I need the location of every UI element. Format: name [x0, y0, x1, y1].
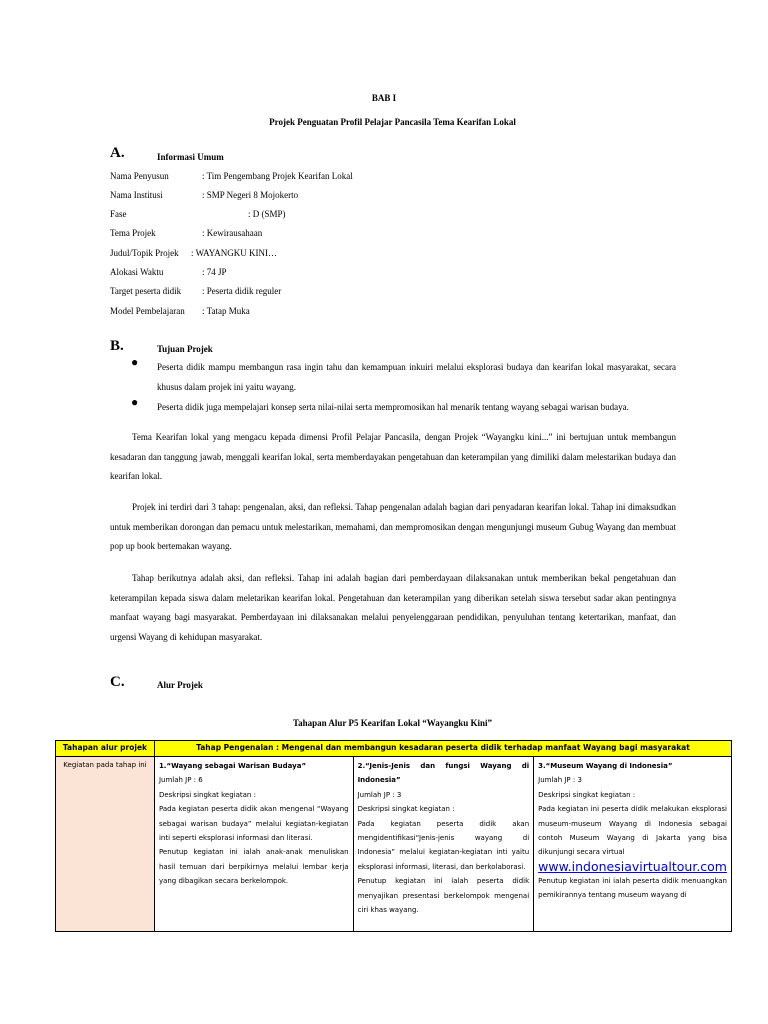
paragraph: Tema Kearifan lokal yang mengacu kepada dimensi Profil Pelajar Pancasila, dengan Projek “Wayangku kini...” ini bertujuan untuk membangun kesadaran dan tanggung jawab, menggali kearifan lokal, serta memberdayakan pengetahuan dan keterampilan yang dimiliki dalam melestarikan budaya dan kearifan lokal. — [110, 432, 676, 481]
activity-desc: Pada kegiatan peserta didik akan mengenal “Wayang sebagai warisan budaya” melalui kegiatan-kegiatan inti seperti eksplorasi informasi dan literasi. — [158, 805, 349, 843]
activity-jp: Jumlah JP : 3 — [357, 790, 402, 799]
alur-table — [55, 740, 732, 932]
section-a-heading: Informasi Umum — [157, 152, 224, 162]
activity-desc: Pada kegiatan peserta didik akan mengidentifikasi“Jenis-jenis wayang di Indonesia” melalui kegiatan-kegiatan inti yaitu eksplorasi informasi, literasi, dan berkolaborasi. — [357, 819, 530, 871]
info-value: : WAYANGKU KINI… — [191, 248, 278, 258]
activity-desc: Pada kegiatan ini peserta didik melakukan eksplorasi museum-museum Wayang di Indonesia sebagai contoh Museum Wayang di Jakarta yang bisa dikunjungi secara virtual — [538, 805, 727, 857]
info-label: Judul/Topik Projek — [110, 248, 179, 258]
activity-title: 1.“Wayang sebagai Warisan Budaya” — [158, 762, 307, 770]
bullet-text-continued: khusus dalam projek ini yaitu wayang. — [157, 382, 296, 392]
info-label: Nama Institusi — [110, 190, 163, 200]
table-title: Tahapan Alur P5 Kearifan Lokal “Wayangku Kini” — [292, 718, 493, 728]
activity-desc-label: Deskripsi singkat kegiatan : — [357, 805, 455, 814]
info-value: : SMP Negeri 8 Mojokerto — [202, 190, 299, 200]
bullet-text: Peserta didik juga mempelajari konsep serta nilai-nilai serta mempromosikan hal menarik tentang wayang sebagai warisan budaya. — [157, 402, 629, 412]
virtual-tour-link[interactable]: www.indonesiavirtualtour.com — [538, 858, 727, 874]
info-value: : Peserta didik reguler — [202, 286, 282, 296]
bullet-icon: ● — [131, 395, 139, 409]
paragraph: Projek ini terdiri dari 3 tahap: pengenalan, aksi, dan refleksi. Tahap pengenalan adalah bagian dari penyadaran kearifan lokal. Tahap ini dimaksudkan untuk memberikan dorongan dan pemacu untuk melestarikan, memahami, dan mempromosikan dengan mengunjungi museum Gubug Wayang dan membuat pop up book bertemakan wayang. — [110, 502, 676, 551]
info-label: Fase — [110, 209, 127, 219]
section-a-letter: A. — [110, 145, 125, 161]
activity-desc-label: Deskripsi singkat kegiatan : — [158, 790, 256, 799]
info-value: : D (SMP) — [248, 209, 286, 219]
info-label: Nama Penyusun — [110, 171, 169, 181]
header-cell-stage: Tahapan alur projek — [56, 741, 155, 757]
info-value: : Tatap Muka — [202, 306, 250, 316]
paragraph: Tahap berikutnya adalah aksi, dan refleksi. Tahap ini adalah bagian dari pemberdayaan dilaksanakan untuk memberikan bekal pengetahuan dan keterampilan kepada siswa dalam meletarikan kearifan lokal. Pengetahuan dan keterampilan yang diberikan setelah siswa tersebut sadar akan pentingnya manfaat wayang bagi masyarakat. Pemberdayaan ini dilaksanakan melalui penyelenggaraan pendidikan, penyuluhan tentang ketertarikan, manfaat, dan urgensi Wayang di kehidupan masyarakat. — [110, 573, 676, 642]
activity-jp: Jumlah JP : 3 — [538, 776, 582, 785]
section-b-heading: Tujuan Projek — [157, 344, 213, 354]
section-b-letter: B. — [110, 338, 124, 354]
chapter-title: BAB I — [371, 93, 397, 103]
activity-desc-label: Deskripsi singkat kegiatan : — [538, 790, 636, 799]
info-value: : 74 JP — [202, 267, 227, 277]
table-row — [56, 757, 732, 932]
info-label: Model Pembelajaran — [110, 306, 185, 316]
info-label: Target peserta didik — [110, 286, 182, 296]
section-c-heading: Alur Projek — [157, 680, 203, 690]
bullet-icon: ● — [131, 355, 139, 369]
bullet-text: Peserta didik mampu membangun rasa ingin tahu dan kemampuan inkuiri melalui eksplorasi budaya dan kearifan lokal masyarakat, secara — [157, 362, 676, 372]
activity-cell — [353, 757, 534, 932]
info-value: : Tim Pengembang Projek Kearifan Lokal — [202, 171, 353, 181]
activity-cell — [534, 757, 732, 932]
section-c-letter: C. — [110, 674, 125, 690]
activity-close: Penutup kegiatan ini ialah peserta didik menuangkan pemikirannya tentang museum wayang di — [538, 876, 727, 900]
activity-close: Penutup kegiatan ini ialah peserta didik menyajikan presentasi berkelompok mengenai ciri khas wayang. — [357, 877, 530, 915]
row-label: Kegiatan pada tahap ini — [56, 757, 155, 932]
activity-title: 3.“Museum Wayang di Indonesia” — [538, 762, 673, 770]
header-cell-phase: Tahap Pengenalan : Mengenal dan membangun kesadaran peserta didik terhadap manfaat Wayang bagi masyarakat — [154, 741, 731, 757]
info-value: : Kewirausahaan — [202, 228, 263, 238]
activity-close: Penutup kegiatan ini ialah anak-anak menuliskan hasil temuan dari berpikirnya melalui lembar kerja yang dibagikan secara berkelompok. — [158, 848, 349, 886]
info-label: Alokasi Waktu — [110, 267, 164, 277]
document-title: Projek Penguatan Profil Pelajar Pancasila Tema Kearifan Lokal — [269, 117, 516, 127]
info-label: Tema Projek — [110, 228, 156, 238]
activity-title: 2.“Jenis-Jenis dan fungsi Wayang di Indonesia” — [357, 762, 530, 785]
activity-jp: Jumlah JP : 6 — [158, 776, 203, 785]
table-header-row — [56, 741, 732, 757]
activity-cell — [154, 757, 353, 932]
